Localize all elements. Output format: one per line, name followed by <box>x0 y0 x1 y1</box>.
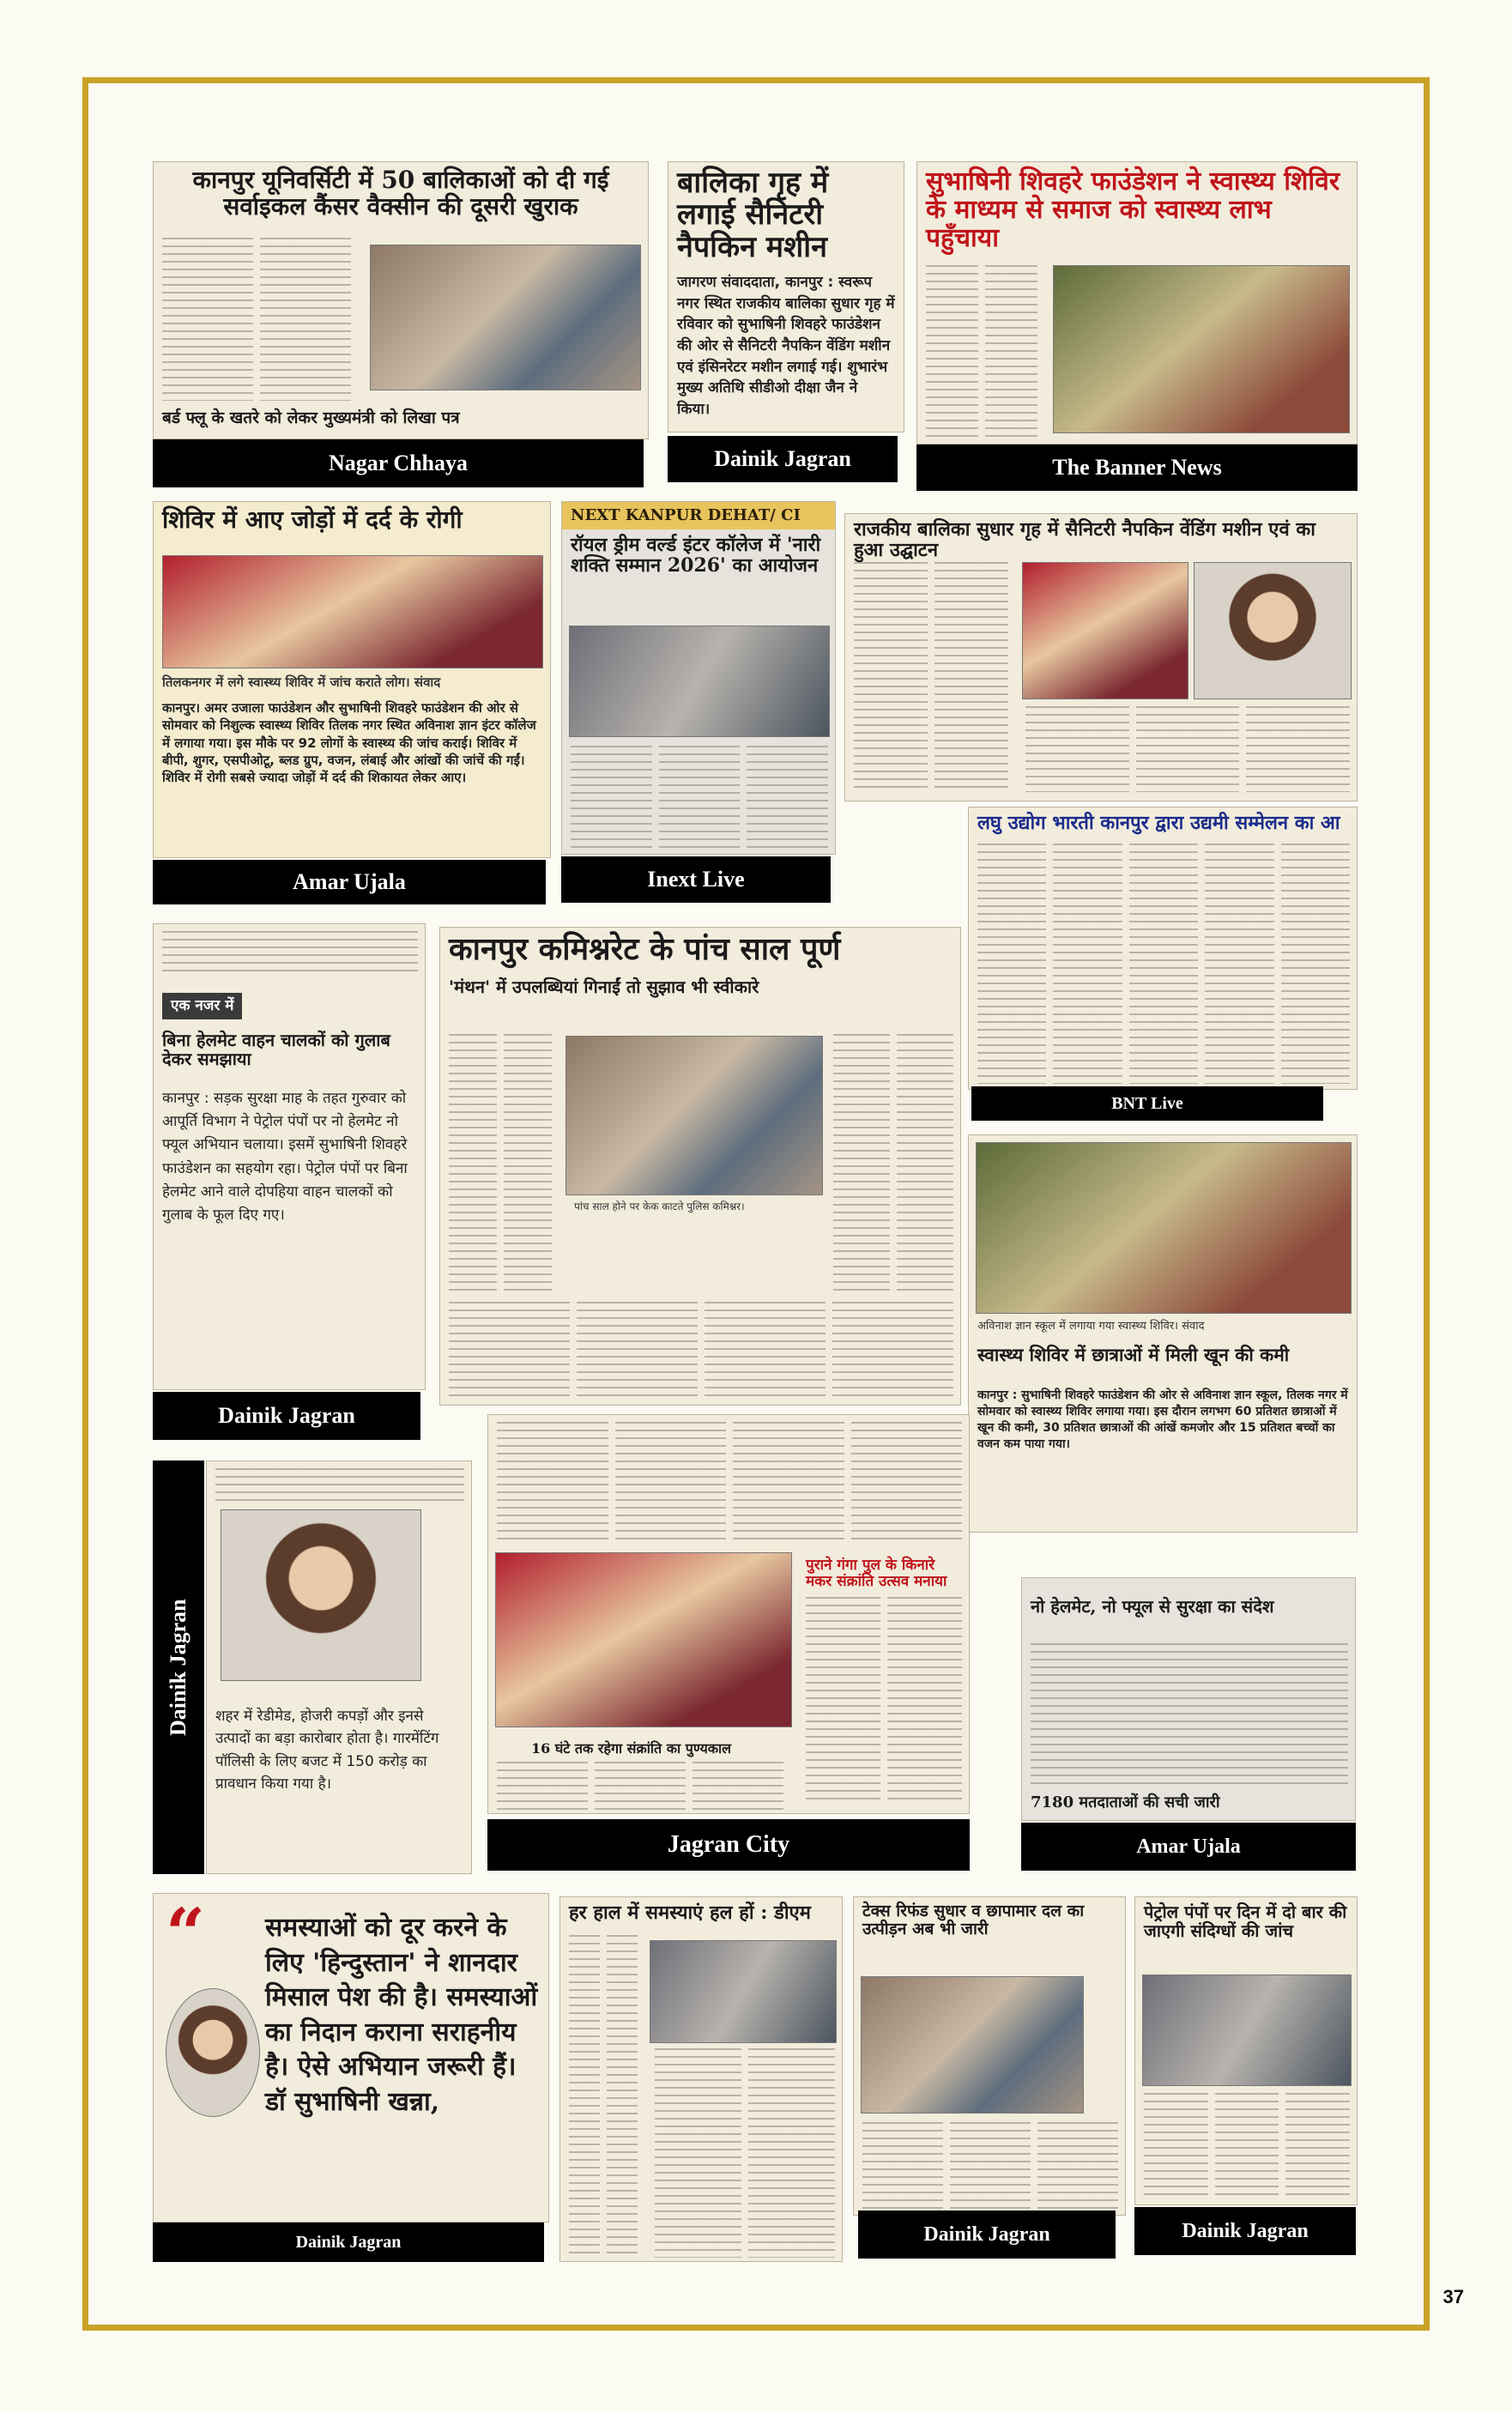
article-columns <box>825 1034 961 1291</box>
clipping-footer: 7180 मतदाताओं की सची जारी <box>1031 1793 1220 1811</box>
clipping-dm-problems-resolved <box>559 1896 843 2262</box>
clipping-body: जागरण संवाददाता, कानपुर : स्वरूप नगर स्थित राजकीय बालिका सुधार गृह में रविवार को सुभाषिनी शिवहरे फाउंडेशन की ओर से सैनिटरी नैपकिन वेंडिंग मशीन एवं इंसिनरेटर मशीन लगाई गई। शुभारंभ मुख्य अतिथि सीडीओ दीक्षा जैन ने किया। <box>677 274 895 419</box>
clipping-headline: सुभाषिनी शिवहरे फाउंडेशन ने स्वास्थ्य शिविर के माध्यम से समाज को स्वास्थ्य लाभ पहुँचाया <box>926 166 1340 253</box>
source-label: Dainik Jagran <box>153 2222 544 2262</box>
news-photo <box>1053 265 1350 433</box>
clipping-helmet-rose <box>153 923 426 1390</box>
source-label: The Banner News <box>916 444 1358 491</box>
clipping-quote: समस्याओं को दूर करने के लिए 'हिन्दुस्तान' ने शानदार मिसाल पेश की है। समस्याओं का निदान कराना सराहनीय है। ऐसे अभियान जरूरी हैं। डॉ सुभाषिनी खन्ना, <box>265 1913 538 2117</box>
clipping-garment-policy <box>206 1460 472 1874</box>
article-columns <box>646 2048 843 2258</box>
clipping-headline: स्वास्थ्य शिविर में छात्राओं में मिली खून की कमी <box>977 1344 1290 1365</box>
clipping-headline: पेट्रोल पंपों पर दिन में दो बार की जाएगी संदिग्धों की जांच <box>1144 1902 1347 1941</box>
clipping-headline: रॉयल ड्रीम वर्ल्ड इंटर कॉलेज में 'नारी शक्ति सम्मान 2026' का आयोजन <box>571 533 821 577</box>
photo-caption: पांच साल होने पर केक काटते पुलिस कमिश्नर। <box>574 1200 745 1213</box>
clipping-headline: कानपुर यूनिवर्सिटी में 50 बालिकाओं को दी गई सर्वाइकल कैंसर वैक्सीन की दूसरी खुराक <box>192 166 609 221</box>
source-label: Amar Ujala <box>1021 1823 1356 1871</box>
news-photo <box>370 245 641 390</box>
clipping-body: कानपुर। अमर उजाला फाउंडेशन और सुभाषिनी शिवहरे फाउंडेशन की ओर से सोमवार को निशुल्क स्वास्थ्य शिविर तिलक नगर स्थित अविनाश ज्ञान इंटर कॉलेज में लगाया गया। इस मौके पर 92 लोगों के स्वास्थ्य की जांच कराई। शिविर में बीपी, शुगर, एसपीओटू, ब्लड ग्रुप, वजन, लंबाई और आंखों की जांचें की गईं। शिविर में रोगी सबसे ज्यादा जोड़ों में दर्द की शिकायत लेकर आए। <box>162 700 536 785</box>
news-photo <box>569 626 830 737</box>
article-columns <box>440 1034 560 1291</box>
news-photo <box>565 1036 823 1195</box>
clipping-body: कानपुर : सुभाषिनी शिवहरे फाउंडेशन की ओर से अविनाश ज्ञान स्कूल, तिलक नगर में सोमवार को स्वास्थ्य शिविर लगाया गया। इस दौरान लगभग 60 प्रतिशत छात्राओं में खून की कमी, 30 प्रतिशत छात्राओं की आंखें कमजोर और 15 प्रतिशत बच्चों का वजन कम पाया गया। <box>977 1388 1348 1451</box>
source-label: Dainik Jagran <box>153 1392 420 1440</box>
source-label: Nagar Chhaya <box>153 439 644 487</box>
source-label: Amar Ujala <box>153 860 546 904</box>
clipping-nari-shakti-samman <box>561 501 836 855</box>
article-columns <box>488 1762 792 1810</box>
photo-caption: अविनाश ज्ञान स्कूल में लगाया गया स्वास्थ्य शिविर। संवाद <box>977 1320 1205 1333</box>
portrait-photo <box>221 1509 421 1681</box>
source-label: BNT Live <box>971 1086 1323 1121</box>
photo-caption: तिलकनगर में लगे स्वास्थ्य शिविर में जांच कराते लोग। संवाद <box>162 674 441 690</box>
clipping-badge: एक नजर में <box>162 993 242 1019</box>
news-photo <box>1194 562 1352 699</box>
clipping-banner: NEXT KANPUR DEHAT/ CI <box>562 502 835 529</box>
clipping-headline: बालिका गृह में लगाई सैनिटरी नैपकिन मशीन <box>677 166 829 264</box>
clipping-makar-sankranti <box>487 1414 970 1814</box>
clipping-anemia-camp <box>968 1134 1358 1533</box>
clipping-body: शहर में रेडीमेड, होजरी कपड़ों और इनसे उत्पादों का बड़ा कारोबार होता है। गारमेंटिंग पॉलिसी के लिए बजट में 150 करोड़ का प्रावधान किया गया है। <box>215 1708 439 1793</box>
article-columns <box>1017 706 1358 792</box>
news-photo <box>162 555 543 668</box>
article-columns <box>154 238 360 401</box>
article-columns <box>488 1422 970 1542</box>
clipping-subheadline: 'मंथन' में उपलब्धियां गिनाईं तो सुझाव भी स्वीकारे <box>449 976 759 997</box>
source-label: Dainik Jagran <box>858 2210 1116 2259</box>
clipping-headline: नो हेलमेट, नो फ्यूल से सुरक्षा का संदेश <box>1031 1596 1274 1617</box>
article-columns <box>1022 1643 1356 1789</box>
source-label: Dainik Jagran <box>153 1460 204 1874</box>
source-label: Dainik Jagran <box>668 436 898 482</box>
clipping-no-helmet-no-fuel <box>1021 1577 1356 1821</box>
clipping-headline: हर हाल में समस्याएं हल हों : डीएम <box>569 1902 811 1924</box>
news-photo <box>650 1940 837 2043</box>
clipping-hindustan-quote <box>153 1893 549 2222</box>
article-columns <box>845 562 1017 794</box>
article-columns <box>917 265 1046 437</box>
news-photo <box>976 1142 1352 1314</box>
article-columns <box>440 1302 961 1400</box>
clipping-headline: टेक्स रिफंड सुधार व छापामार दल का उत्पीड़न अब भी जारी <box>862 1902 1085 1938</box>
clipping-vending-machine-inauguration <box>844 513 1358 801</box>
article-columns <box>207 1468 472 1503</box>
clipping-headline: पुराने गंगा पुल के किनारे मकर संक्रांति उत्सव मनाया <box>806 1557 947 1590</box>
clipping-headline: लघु उद्योग भारती कानपुर द्वारा उद्यमी सम्मेलन का आ <box>977 812 1340 834</box>
clipping-body: कानपुर : सड़क सुरक्षा माह के तहत गुरुवार को आपूर्ति विभाग ने पेट्रोल पंपों पर नो हेलमेट नो फ्यूल अभियान चलाया। इसमें सुभाषिनी शिवहरे फाउंडेशन का सहयोग रहा। पेट्रोल पंपों पर बिना हेलमेट आने वाले दोपहिया वाहन चालकों को गुलाब के फूल दिए गए। <box>162 1090 408 1224</box>
clipping-tax-refund <box>853 1896 1126 2216</box>
news-photo <box>861 1976 1084 2114</box>
article-columns <box>560 1935 646 2258</box>
article-columns <box>154 931 426 974</box>
quote-mark-icon: “ <box>166 1893 206 1974</box>
clipping-headline: राजकीय बालिका सुधार गृह में सैनिटरी नैपकिन वेंडिंग मशीन एवं का हुआ उद्घाटन <box>854 518 1315 562</box>
source-label: Jagran City <box>487 1819 970 1871</box>
clipping-sanitary-napkin-machine <box>668 161 904 432</box>
clipping-commissionerate-five-years <box>439 927 961 1406</box>
article-columns <box>969 844 1358 1084</box>
clipping-subheadline: बर्ड फ्लू के खतरे को लेकर मुख्यमंत्री को लिखा पत्र <box>162 408 460 427</box>
page-number: 37 <box>1442 2286 1464 2307</box>
clipping-subheadline: 16 घंटे तक रहेगा संक्रांति का पुण्यकाल <box>531 1740 731 1757</box>
article-columns <box>797 1597 970 1803</box>
news-photo <box>495 1552 792 1727</box>
clipping-udyami-sammelan <box>968 807 1358 1090</box>
article-columns <box>854 2122 1126 2211</box>
clipping-headline: कानपुर कमिश्नरेट के पांच साल पूर्ण <box>449 931 841 967</box>
source-label: Dainik Jagran <box>1134 2207 1356 2255</box>
clipping-petrol-pump-checks <box>1134 1896 1358 2205</box>
source-label: Inext Live <box>561 856 831 903</box>
clipping-health-camp-banner-news <box>916 161 1358 444</box>
news-photo <box>1022 562 1188 699</box>
article-columns <box>1135 2093 1358 2201</box>
clipping-cervical-vaccine <box>153 161 649 439</box>
portrait-photo <box>166 1988 260 2117</box>
article-columns <box>562 746 836 849</box>
clipping-joint-pain-camp <box>153 501 551 858</box>
clipping-headline: बिना हेलमेट वाहन चालकों को गुलाब देकर समझाया <box>162 1030 390 1069</box>
clipping-headline: शिविर में आए जोड़ों में दर्द के रोगी <box>162 505 463 534</box>
news-photo <box>1142 1975 1352 2086</box>
